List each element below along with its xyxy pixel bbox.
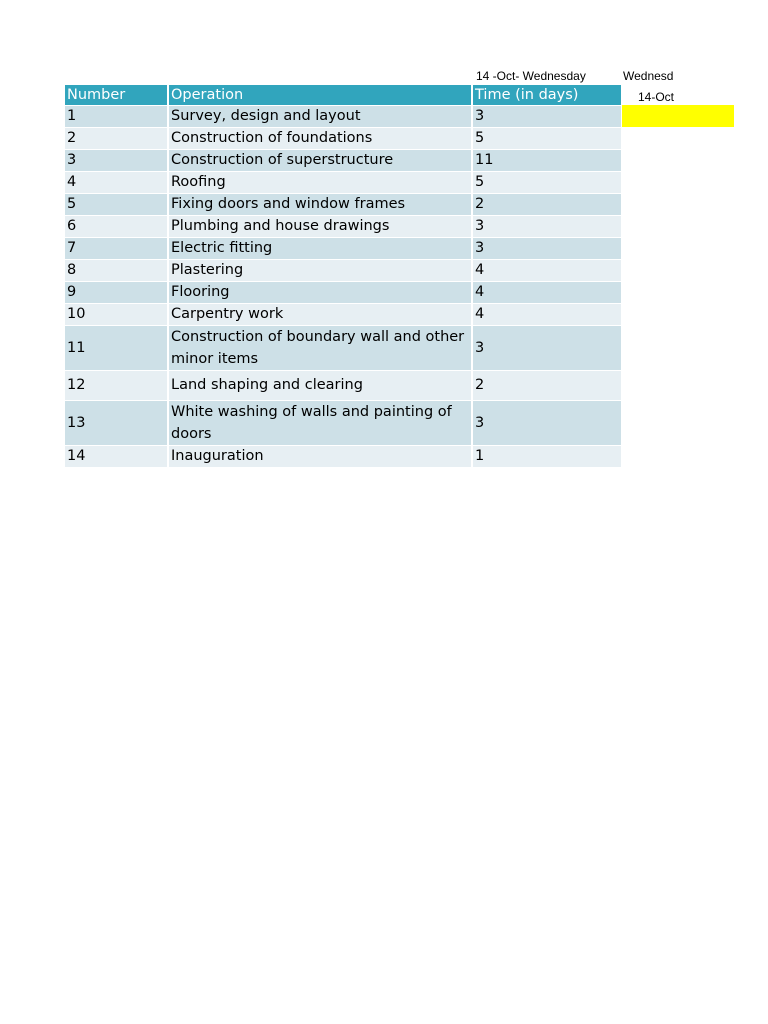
cell-time[interactable]: 3 bbox=[473, 106, 621, 128]
table-row bbox=[65, 446, 621, 468]
cell-number[interactable]: 4 bbox=[65, 172, 169, 194]
table-row bbox=[65, 150, 621, 172]
cell-time[interactable]: 4 bbox=[473, 304, 621, 326]
cell-operation[interactable]: Construction of foundations bbox=[169, 128, 473, 150]
cell-number[interactable]: 8 bbox=[65, 260, 169, 282]
cell-operation[interactable]: Plumbing and house drawings bbox=[169, 216, 473, 238]
operations-table bbox=[65, 85, 621, 468]
table-row bbox=[65, 371, 621, 401]
header-operation[interactable]: Operation bbox=[169, 85, 473, 106]
cell-time[interactable]: 3 bbox=[473, 238, 621, 260]
cell-number[interactable]: 9 bbox=[65, 282, 169, 304]
cell-operation[interactable]: White washing of walls and painting of doors bbox=[169, 401, 473, 446]
cell-number[interactable]: 3 bbox=[65, 150, 169, 172]
cell-operation[interactable]: Construction of superstructure bbox=[169, 150, 473, 172]
cell-operation[interactable]: Construction of boundary wall and other minor items bbox=[169, 326, 473, 371]
table-row bbox=[65, 216, 621, 238]
cell-operation[interactable]: Survey, design and layout bbox=[169, 106, 473, 128]
cell-time[interactable]: 3 bbox=[473, 401, 621, 446]
cell-number[interactable]: 1 bbox=[65, 106, 169, 128]
header-time[interactable]: Time (in days) bbox=[473, 85, 621, 106]
cell-time[interactable]: 5 bbox=[473, 128, 621, 150]
cell-number[interactable]: 13 bbox=[65, 401, 169, 446]
table-row bbox=[65, 304, 621, 326]
cell-time[interactable]: 1 bbox=[473, 446, 621, 468]
table-row bbox=[65, 106, 621, 128]
table-row bbox=[65, 172, 621, 194]
table-row bbox=[65, 260, 621, 282]
cell-operation[interactable]: Roofing bbox=[169, 172, 473, 194]
cell-time[interactable]: 4 bbox=[473, 260, 621, 282]
cell-number[interactable]: 10 bbox=[65, 304, 169, 326]
cell-operation[interactable]: Inauguration bbox=[169, 446, 473, 468]
table-row bbox=[65, 238, 621, 260]
table-row bbox=[65, 401, 621, 446]
cell-operation[interactable]: Electric fitting bbox=[169, 238, 473, 260]
table-row bbox=[65, 194, 621, 216]
cell-operation[interactable]: Flooring bbox=[169, 282, 473, 304]
table-header-row bbox=[65, 85, 621, 106]
cell-number[interactable]: 7 bbox=[65, 238, 169, 260]
cell-operation[interactable]: Fixing doors and window frames bbox=[169, 194, 473, 216]
cell-number[interactable]: 5 bbox=[65, 194, 169, 216]
cell-time[interactable]: 5 bbox=[473, 172, 621, 194]
cell-operation[interactable]: Carpentry work bbox=[169, 304, 473, 326]
cell-number[interactable]: 14 bbox=[65, 446, 169, 468]
table-row bbox=[65, 128, 621, 150]
cell-time[interactable]: 11 bbox=[473, 150, 621, 172]
cell-number[interactable]: 2 bbox=[65, 128, 169, 150]
cell-time[interactable]: 3 bbox=[473, 216, 621, 238]
day-note-short: Wednesd bbox=[623, 69, 674, 83]
cell-time[interactable]: 3 bbox=[473, 326, 621, 371]
cell-time[interactable]: 4 bbox=[473, 282, 621, 304]
cell-number[interactable]: 12 bbox=[65, 371, 169, 401]
cell-time[interactable]: 2 bbox=[473, 194, 621, 216]
cell-operation[interactable]: Land shaping and clearing bbox=[169, 371, 473, 401]
cell-number[interactable]: 6 bbox=[65, 216, 169, 238]
table-row bbox=[65, 326, 621, 371]
cell-operation[interactable]: Plastering bbox=[169, 260, 473, 282]
highlighted-cell[interactable] bbox=[622, 105, 734, 127]
header-number[interactable]: Number bbox=[65, 85, 169, 106]
cell-number[interactable]: 11 bbox=[65, 326, 169, 371]
cell-time[interactable]: 2 bbox=[473, 371, 621, 401]
table-row bbox=[65, 282, 621, 304]
date-note-long: 14 -Oct- Wednesday bbox=[476, 69, 586, 83]
date-note-short: 14-Oct bbox=[638, 90, 675, 104]
